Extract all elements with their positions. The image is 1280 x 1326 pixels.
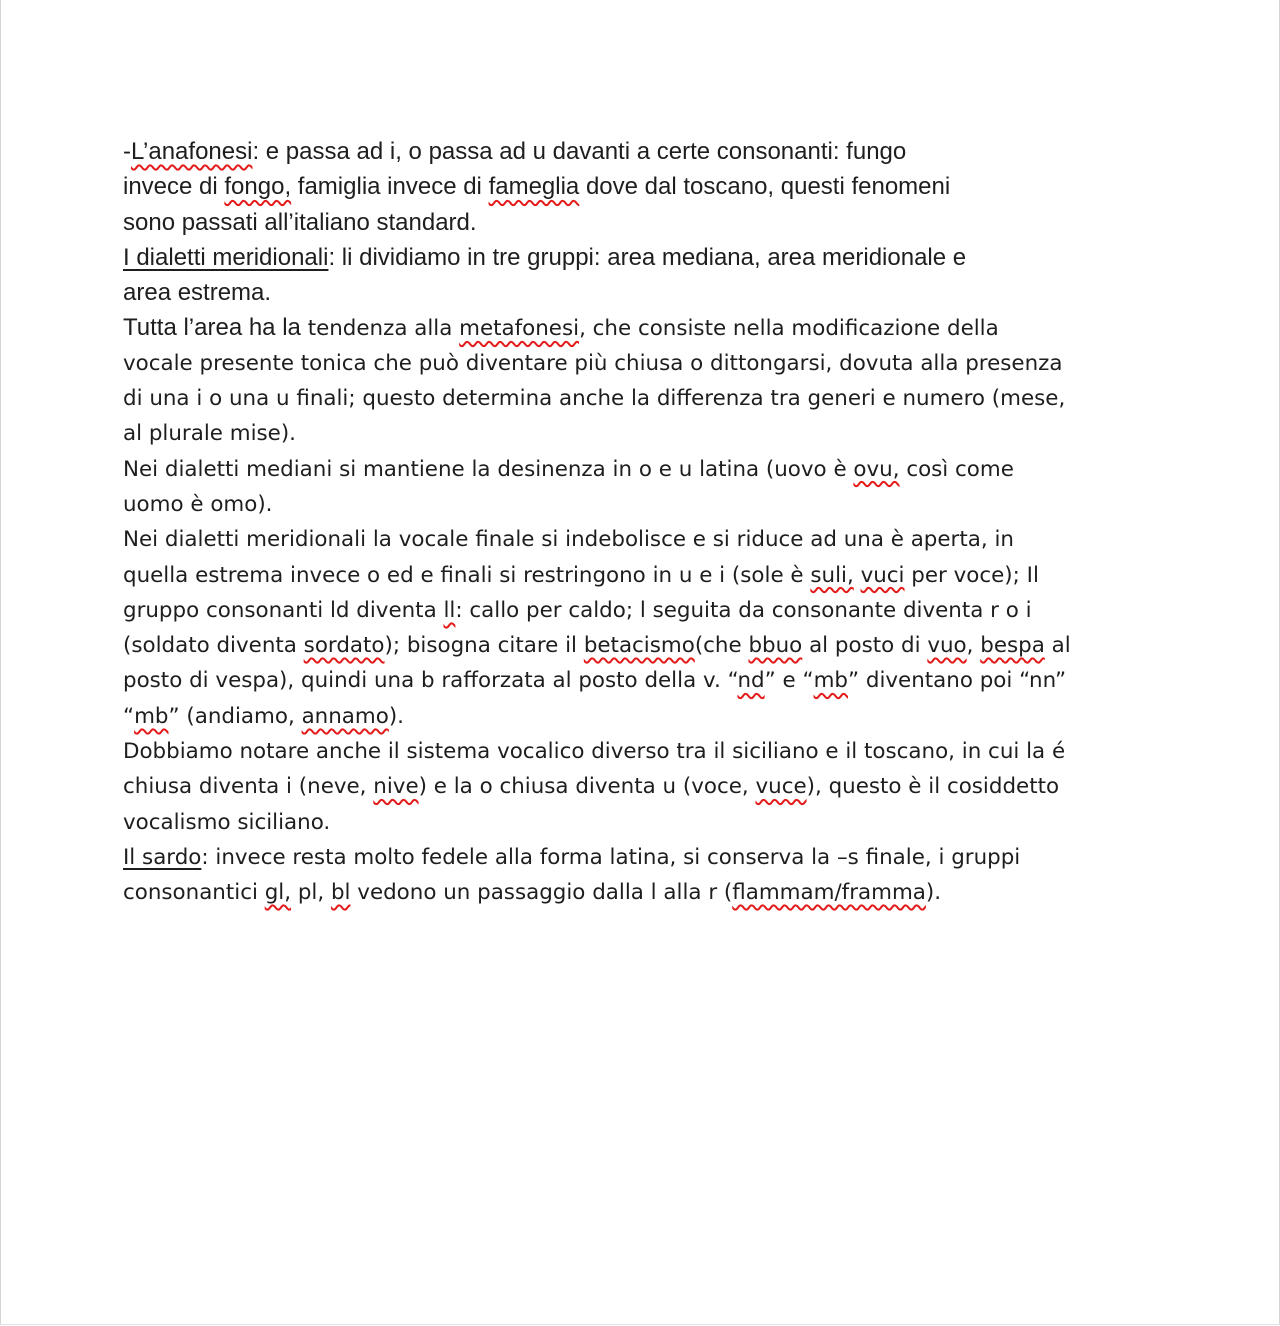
misspelled-word: sordato	[303, 633, 385, 659]
text-run: : li dividiamo in tre gruppi: area mediana, area meridionale e	[328, 243, 967, 271]
misspelled-word: gl,	[264, 880, 292, 906]
text-run: ” e “	[764, 668, 814, 694]
misspelled-word: fongo,	[224, 173, 292, 201]
text-run: Dobbiamo notare anche il sistema vocalico diverso tra il siciliano e il toscano, in cui la é	[123, 739, 1066, 765]
text-run: dove dal toscano, questi fenomeni	[579, 173, 951, 201]
text-run: posto di vespa), quindi una b rafforzata al posto della v. “	[123, 668, 738, 694]
text-line	[123, 169, 1173, 204]
text-line	[123, 628, 1173, 663]
text-run: : invece resta molto fedele alla forma latina, si conserva la –s finale, i gruppi	[201, 844, 1021, 870]
text-run: al plurale mise).	[123, 421, 296, 447]
text-run: vocalismo siciliano.	[123, 809, 331, 835]
text-run: Nei dialetti meridionali la vocale finale si indebolisce e si riduce ad una è aperta, in	[123, 527, 1014, 553]
text-run: uomo è omo).	[123, 491, 273, 517]
misspelled-word: suli,	[810, 562, 854, 588]
text-run: : callo per caldo; l seguita da consonante diventa r o i	[455, 597, 1032, 623]
text-line	[123, 699, 1173, 734]
text-run: ) e la o chiusa diventa u (voce,	[418, 774, 756, 800]
text-run: di una i o una u finali; questo determina anche la differenza tra generi e numero (mese,	[123, 386, 1066, 412]
text-line	[123, 310, 1173, 345]
text-line	[123, 205, 1173, 240]
text-line	[123, 381, 1173, 416]
text-run: “	[123, 703, 135, 729]
misspelled-word: annamo	[301, 703, 389, 729]
text-line	[123, 663, 1173, 698]
misspelled-word: fameglia	[488, 173, 580, 201]
misspelled-word: bespa	[980, 633, 1045, 659]
text-line	[123, 416, 1173, 451]
misspelled-word: flammam/framma	[732, 880, 926, 906]
text-run: famiglia invece di	[291, 173, 489, 201]
text-run: (che	[694, 633, 749, 659]
document-body	[123, 134, 1173, 911]
text-line	[123, 875, 1173, 910]
text-run: pl,	[291, 880, 331, 906]
text-line	[123, 522, 1173, 557]
misspelled-word: bl	[330, 880, 351, 906]
text-run: , che consiste nella modificazione della	[579, 316, 999, 342]
misspelled-word: nd	[737, 668, 765, 694]
misspelled-word: metafonesi	[459, 316, 580, 342]
misspelled-word: bbuo	[748, 633, 803, 659]
underlined-heading: Il sardo	[123, 844, 202, 870]
text-line	[123, 452, 1173, 487]
text-run: quella estrema invece o ed e finali si restringono in u e i (sole è	[123, 562, 811, 588]
text-run: -	[123, 138, 131, 165]
text-run: ).	[925, 880, 942, 906]
text-run: al	[1044, 633, 1071, 659]
text-run: ), questo è il cosiddetto	[806, 774, 1060, 800]
text-run: invece di	[123, 173, 225, 201]
text-run: Tutta l’area ha la	[123, 314, 301, 342]
text-run: gruppo consonanti ld diventa	[123, 597, 444, 623]
misspelled-word: vuci	[860, 562, 905, 588]
text-run: : e passa ad i, o passa ad u davanti a certe consonanti: fungo	[252, 138, 907, 165]
text-line	[123, 346, 1173, 381]
text-run: ).	[388, 703, 404, 729]
text-line	[123, 558, 1173, 593]
text-line	[123, 134, 1173, 169]
misspelled-word: mb	[813, 668, 848, 694]
text-line	[123, 240, 1173, 275]
text-run: (soldato diventa	[123, 633, 304, 659]
misspelled-word: nive	[373, 774, 419, 800]
misspelled-word: vuce	[755, 774, 807, 800]
text-line	[123, 734, 1173, 769]
underlined-heading: I dialetti meridionali	[123, 243, 329, 271]
text-run: sono passati all’italiano standard.	[123, 208, 477, 236]
text-run: chiusa diventa i (neve,	[123, 774, 374, 800]
misspelled-word: betacismo	[583, 633, 695, 659]
text-run: vocale presente tonica che può diventare più chiusa o dittongarsi, dovuta alla presenza	[123, 350, 1063, 376]
text-line	[123, 275, 1173, 310]
text-run: consonantici	[123, 880, 265, 906]
text-line	[123, 593, 1173, 628]
text-run: Nei dialetti mediani si mantiene la desinenza in o e u latina (uovo è	[123, 456, 854, 482]
text-run	[854, 563, 861, 588]
text-line	[123, 769, 1173, 804]
text-line	[123, 840, 1173, 875]
misspelled-word: vuo	[927, 633, 967, 659]
text-run: area estrema.	[123, 279, 272, 307]
text-run: ); bisogna citare il	[384, 633, 584, 659]
text-run: così come	[899, 456, 1014, 482]
misspelled-word: ll	[443, 597, 456, 623]
misspelled-word: L’anafonesi	[131, 138, 253, 165]
text-run: ,	[966, 633, 981, 659]
text-line	[123, 487, 1173, 522]
text-run: per voce); Il	[904, 562, 1039, 588]
misspelled-word: mb	[134, 703, 169, 729]
text-line	[123, 805, 1173, 840]
text-run: tendenza alla	[300, 316, 460, 342]
text-run: vedono un passaggio dalla l alla r (	[350, 880, 733, 906]
text-run: ” diventano poi “nn”	[847, 668, 1067, 694]
misspelled-word: ovu,	[853, 456, 900, 482]
text-run: ” (andiamo,	[168, 703, 302, 729]
text-run: al posto di	[802, 633, 928, 659]
